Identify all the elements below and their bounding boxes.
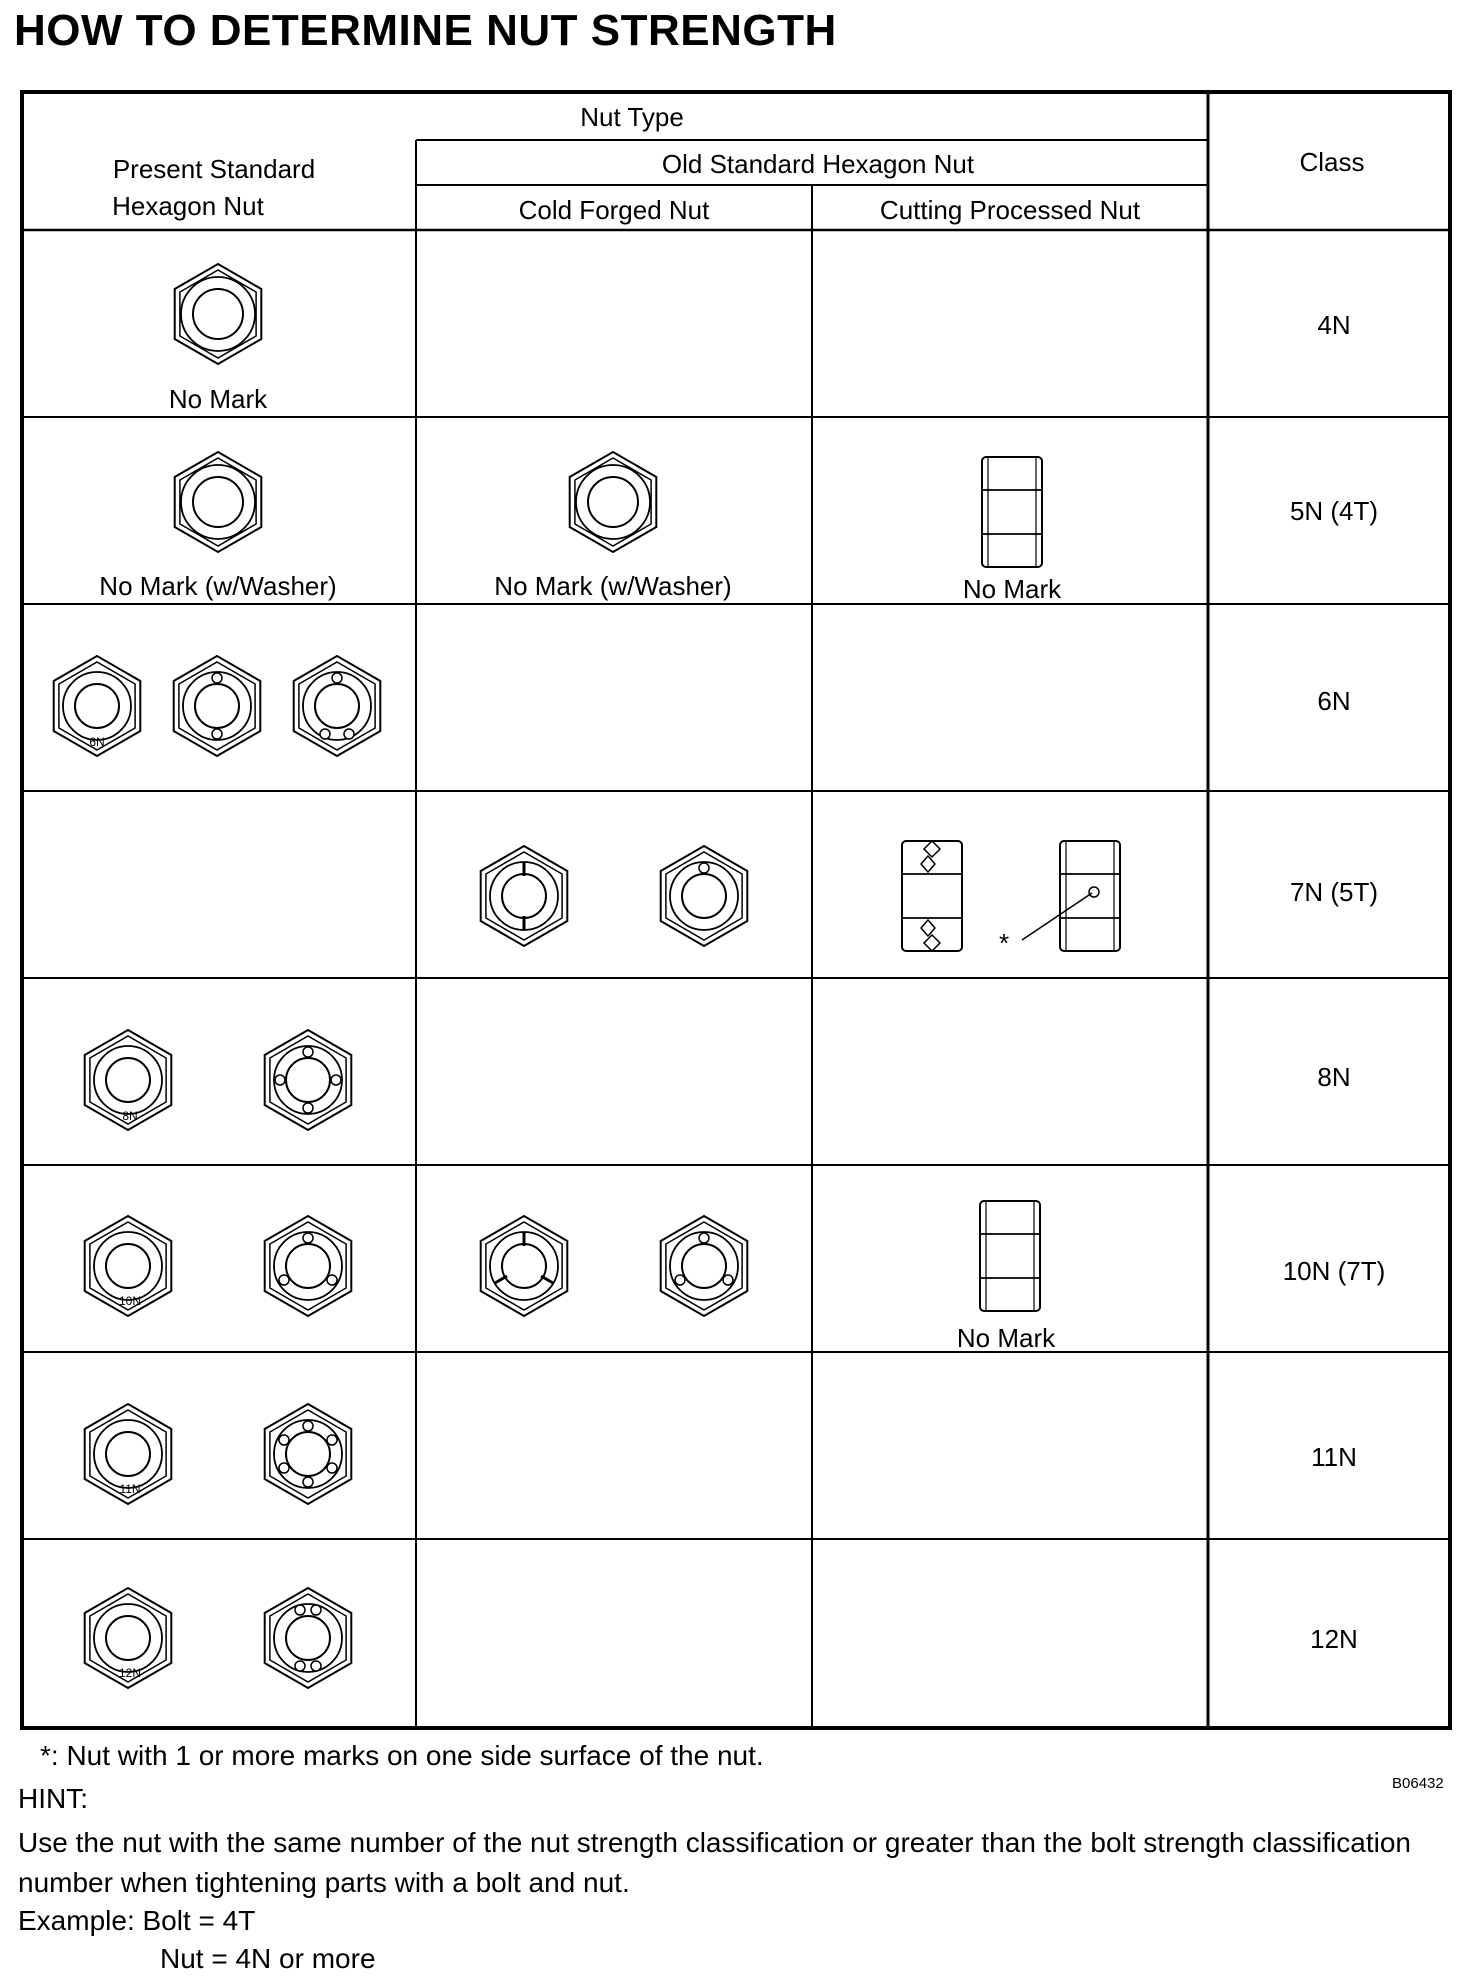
- header-present-line1: Present Standard: [112, 154, 316, 184]
- nut-4n-no-mark-icon: [175, 264, 262, 364]
- class-10n: 10N (7T): [1282, 1256, 1386, 1286]
- nut-8n-four-dot-icon: [265, 1030, 352, 1130]
- nut-10n-cold-lines-icon: [481, 1216, 568, 1316]
- nut-5n-cold-washer-icon: [570, 452, 657, 552]
- header-present-line2: Hexagon Nut: [112, 191, 264, 221]
- asterisk-mark: *: [998, 928, 1010, 958]
- header-class: Class: [1299, 147, 1365, 177]
- nut-7n-side-diamond-icon: [902, 841, 962, 951]
- figure-code: B06432: [1392, 1775, 1444, 1792]
- nut-11n-six-dot-icon: [265, 1404, 352, 1504]
- header-nut-type: Nut Type: [580, 102, 684, 132]
- nut-10n-cold-dots-icon: [661, 1216, 748, 1316]
- label-5n-present: No Mark (w/Washer): [99, 571, 337, 601]
- nut-strength-table: [20, 90, 1452, 1730]
- nut-5n-side-icon: [982, 457, 1042, 567]
- table-border: [22, 92, 1450, 1728]
- nut-7n-side-dot-icon: [1060, 841, 1120, 951]
- class-5n: 5N (4T): [1289, 496, 1379, 526]
- class-4n: 4N: [1317, 310, 1351, 340]
- nut-8n-mark-text: 8N: [122, 1109, 138, 1123]
- label-5n-cold: No Mark (w/Washer): [494, 571, 732, 601]
- class-11n: 11N: [1311, 1442, 1357, 1472]
- class-12n: 12N: [1310, 1624, 1358, 1654]
- hint-body: Use the nut with the same number of the nut strength classification or greater than the bolt strength classification number when tightening parts with a bolt and nut.: [18, 1827, 1411, 1898]
- example-bolt: Example: Bolt = 4T: [18, 1905, 256, 1936]
- nut-10n-side-icon: [980, 1201, 1040, 1311]
- hint-title: HINT:: [18, 1783, 88, 1814]
- header-cold-forged: Cold Forged Nut: [518, 195, 710, 225]
- nut-12n-mark-text: 12N: [118, 1666, 142, 1680]
- example-nut: Nut = 4N or more: [160, 1943, 376, 1974]
- class-8n: 8N: [1317, 1062, 1351, 1092]
- nut-5n-washer-icon: [175, 452, 262, 552]
- page-title: HOW TO DETERMINE NUT STRENGTH: [14, 6, 837, 55]
- nut-6n-mark-text: 6N: [89, 735, 105, 749]
- nut-12n-four-dot-icon: [265, 1588, 352, 1688]
- label-5n-cutting: No Mark: [962, 574, 1062, 604]
- nut-10n-mark-text: 10N: [118, 1294, 142, 1308]
- nut-7n-cold-lines-icon: [481, 846, 568, 946]
- header-old-standard: Old Standard Hexagon Nut: [661, 149, 975, 179]
- asterisk-leader-line: [1022, 893, 1092, 940]
- header-cutting: Cutting Processed Nut: [879, 195, 1141, 225]
- nut-6n-two-dot-icon: [174, 656, 261, 756]
- class-7n: 7N (5T): [1289, 877, 1379, 907]
- nut-6n-three-dot-icon: [294, 656, 381, 756]
- nut-10n-three-dot-icon: [265, 1216, 352, 1316]
- label-10n-cutting: No Mark: [956, 1323, 1056, 1353]
- nut-7n-cold-dot-icon: [661, 846, 748, 946]
- footnote: *: Nut with 1 or more marks on one side surface of the nut.: [40, 1740, 764, 1771]
- nut-11n-mark-text: 11N: [119, 1482, 141, 1496]
- label-4n-no-mark: No Mark: [168, 384, 268, 414]
- class-6n: 6N: [1317, 686, 1351, 716]
